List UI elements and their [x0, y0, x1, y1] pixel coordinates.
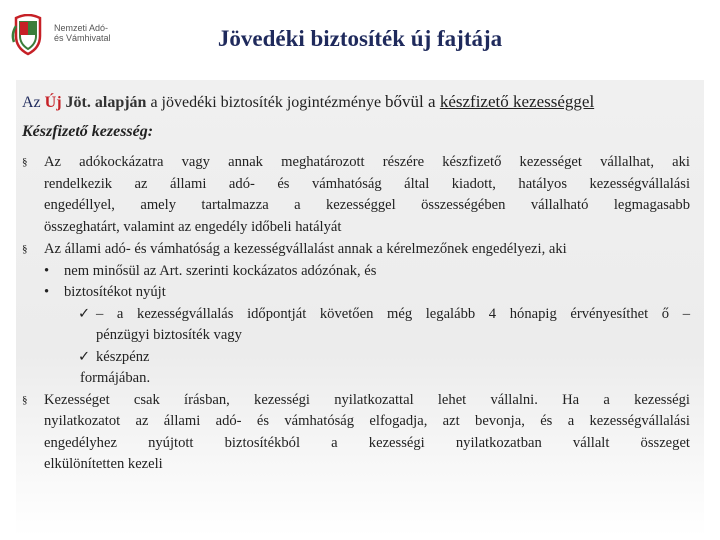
check-line: pénzügyi biztosíték vagy [96, 327, 242, 343]
logo-text [54, 23, 111, 43]
checkmark-icon: ✓ [78, 348, 91, 365]
dot-bullet-icon: • [44, 262, 50, 279]
bullet-item [22, 390, 690, 476]
logo-line: és Vámhivatal [54, 33, 111, 43]
logo-line: Nemzeti Adó- [54, 23, 109, 33]
check-item [22, 347, 690, 369]
check-line: – a kezességvállalás időpontját követően még legalább 4 hónapig érvényesíthet ő – [96, 305, 690, 322]
bullet-tail: formájában. [80, 370, 151, 386]
bullet-line: engedélyhez nyújtott biztosítékból a kezességi nyilatkozatban vállalt összeget [44, 434, 690, 451]
square-bullet-icon: § [22, 243, 28, 255]
bullet-line: elkülönítetten kezeli [44, 456, 163, 472]
hungarian-crest-icon [8, 14, 48, 56]
square-bullet-icon: § [22, 393, 28, 406]
bullet-line: Kezességet csak írásban, kezességi nyilatkozattal lehet vállalni. Ha a kezességi [44, 391, 690, 408]
bullet-list [22, 152, 690, 476]
intro-text: a jövedéki biztosíték jogintézménye [146, 94, 386, 111]
sub-bullet-text: nem minősül az Art. szerinti kockázatos adózónak, és [64, 262, 377, 279]
page-title: Jövedéki biztosíték új fajtája [217, 26, 503, 51]
subheading: Készfizető kezesség: [22, 123, 154, 140]
checkmark-icon: ✓ [78, 305, 91, 322]
intro-underlined: készfizető kezességgel [439, 92, 595, 111]
intro-text: bővül a [385, 92, 440, 111]
sub-bullet-item [22, 261, 690, 283]
sub-bullet-item [22, 282, 690, 304]
bullet-line: rendelkezik az állami adó- és vámhatóság által kiadott, hatályos kezességvállalási [44, 175, 690, 192]
bullet-line: Az állami adó- és vámhatóság a kezességvállalást annak a kérelmezőnek engedélyezi, aki [44, 241, 567, 257]
dot-bullet-icon: • [44, 284, 50, 300]
bullet-item [22, 152, 690, 238]
bullet-item [22, 239, 690, 261]
content-panel [16, 80, 704, 536]
intro-highlight: Új [44, 94, 62, 111]
bullet-line: Az adókockázatra vagy annak meghatározott részére készfizető kezességet vállalhat, aki [44, 154, 690, 170]
intro-line [22, 92, 702, 112]
square-bullet-icon: § [22, 156, 28, 168]
nav-logo [8, 14, 148, 56]
bullet-line: engedéllyel, amely tartalmazza a kezességgel összességében vállalható legmagasabb [44, 197, 690, 213]
bullet-line: nyilatkozatot az állami adó- és vámhatóság elfogadja, azt bevonja, és a kezességvállalási [44, 413, 690, 429]
check-item [22, 304, 690, 347]
check-line: készpénz [96, 348, 150, 365]
bullet-line: összeghatárt, valamint az engedély időbeli hatályát [44, 218, 342, 235]
sub-bullet-text: biztosítékot nyújt [64, 284, 166, 300]
intro-text: Jöt. alapján [61, 94, 147, 111]
intro-text: Az [22, 94, 45, 111]
